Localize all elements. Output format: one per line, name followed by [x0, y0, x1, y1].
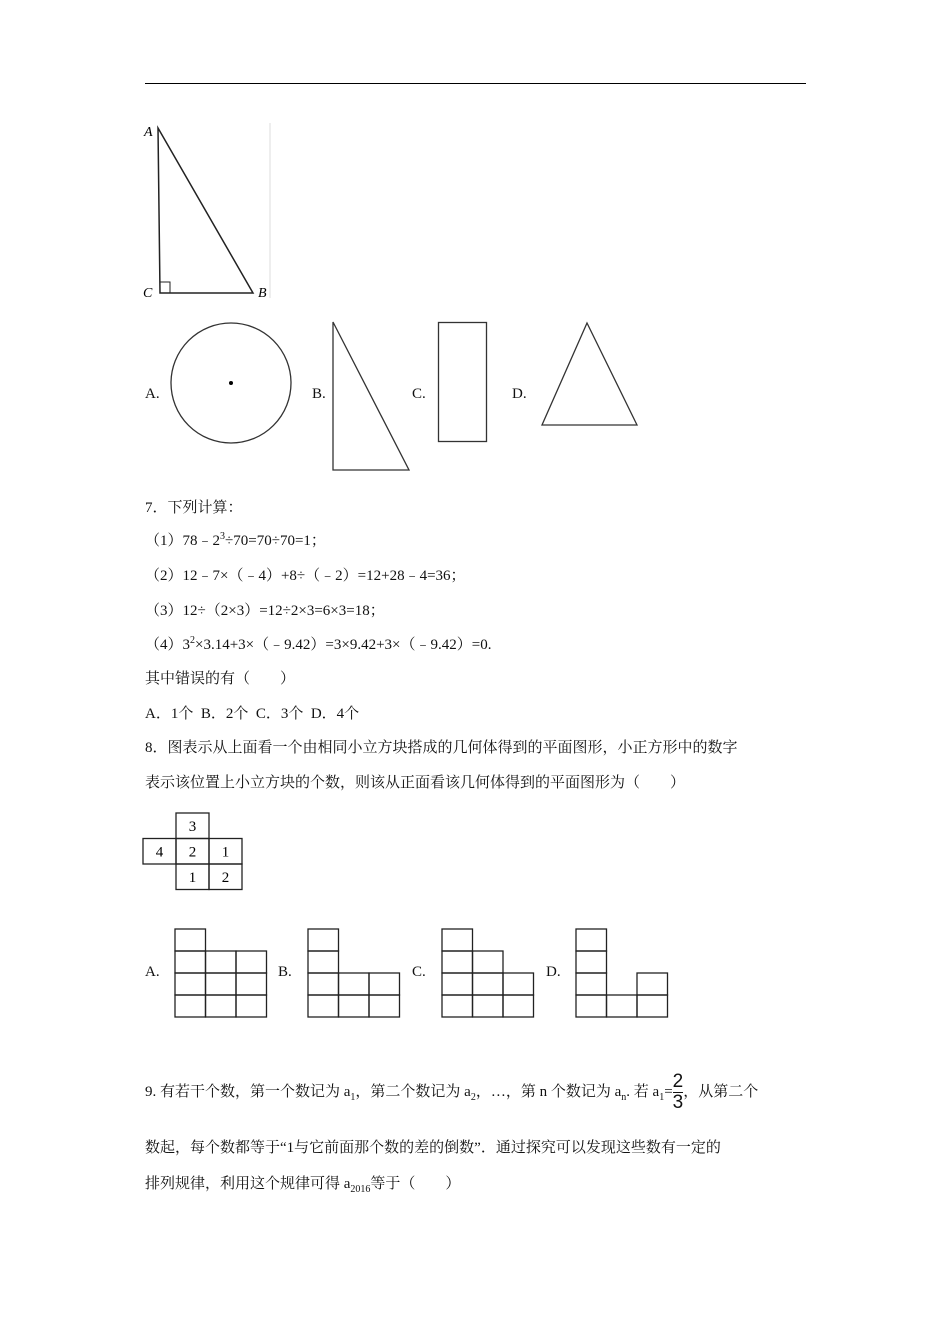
- header-rule: [145, 83, 806, 84]
- numerator: 2: [672, 1071, 684, 1092]
- q9-line-2: 数起，每个数都等于“1与它前面那个数的差的倒数”．通过探究可以发现这些数有一定的: [145, 1140, 721, 1156]
- cube-square: [206, 995, 237, 1017]
- text: （4）3: [145, 637, 191, 653]
- q8-line-2: 表示该位置上小立方块的个数，则该从正面看该几何体得到的平面图形为（ ）: [145, 775, 686, 791]
- text: 排列规律，利用这个规律可得 a: [145, 1176, 351, 1192]
- cube-square: [576, 929, 607, 951]
- exponent: 3: [220, 531, 226, 542]
- text: ×3.14+3×（﹣9.42）=3×9.42+3×（﹣9.42）=0.: [195, 637, 492, 653]
- fraction: [673, 1072, 684, 1113]
- text: ，第二个数记为 a: [355, 1083, 471, 1100]
- cube-square: [175, 973, 206, 995]
- text: . 若 a: [626, 1083, 660, 1100]
- q7-item-3: （3）12÷（2×3）=12÷2×3=6×3=18；: [145, 603, 385, 619]
- grid-cell-number: 1: [188, 870, 197, 886]
- grid-cell-number: 2: [188, 844, 197, 861]
- cube-square: [637, 995, 668, 1017]
- grid-cell-number: 1: [221, 844, 230, 861]
- cube-square: [473, 951, 504, 973]
- vertex-c-label: C: [143, 286, 153, 301]
- cube-square: [369, 973, 400, 995]
- front-view-option: [574, 922, 674, 1022]
- q7-title: 7．下列计算：: [145, 500, 243, 516]
- cube-square: [236, 951, 267, 973]
- grid-cell-number: 3: [188, 819, 197, 835]
- q9-line-1: [145, 1072, 758, 1113]
- text: ÷70=70÷70=1；: [225, 533, 326, 549]
- cube-square: [576, 995, 607, 1017]
- subscript: n: [621, 1091, 627, 1103]
- cube-square: [473, 973, 504, 995]
- q7-question: 其中错误的有（ ）: [145, 671, 296, 687]
- front-view-option: [173, 922, 273, 1022]
- exponent: 2: [190, 635, 196, 646]
- subscript: 2: [470, 1091, 476, 1103]
- cube-square: [607, 995, 638, 1017]
- cube-square: [503, 973, 534, 995]
- cube-square: [308, 929, 339, 951]
- cube-square: [637, 973, 668, 995]
- cube-square: [442, 995, 473, 1017]
- vertex-b-label: B: [258, 286, 267, 301]
- text: 9. 有若干个数，第一个数记为 a: [145, 1083, 351, 1100]
- grid-cell-number: 4: [155, 844, 164, 861]
- triangle-b-figure: [330, 318, 414, 474]
- cube-square: [206, 951, 237, 973]
- text: ，从第二个: [683, 1083, 759, 1100]
- cube-square: [308, 995, 339, 1017]
- cube-square: [206, 973, 237, 995]
- q8-option-label: D.: [546, 964, 561, 980]
- cube-square: [442, 929, 473, 951]
- q7-item-4: [145, 633, 491, 654]
- cube-square: [576, 973, 607, 995]
- q7-item-1: [145, 529, 326, 550]
- cube-square: [339, 973, 370, 995]
- grid-cell-number: 2: [221, 870, 230, 886]
- cube-square: [308, 951, 339, 973]
- q6-option-b-label: B.: [312, 386, 326, 402]
- front-view-option: [306, 922, 406, 1022]
- cube-square: [369, 995, 400, 1017]
- cube-square: [175, 995, 206, 1017]
- cube-square: [236, 995, 267, 1017]
- top-view-grid: [140, 810, 245, 892]
- q7-item-2: （2）12﹣7×（﹣4）+8÷（﹣2）=12+28﹣4=36；: [145, 568, 466, 584]
- cube-square: [339, 995, 370, 1017]
- text: ，…，第 n 个数记为 a: [475, 1083, 622, 1100]
- text: =: [664, 1083, 673, 1100]
- cube-square: [175, 951, 206, 973]
- subscript: 1: [659, 1091, 665, 1103]
- q8-option-label: A.: [145, 964, 160, 980]
- vertex-a-label: A: [144, 125, 153, 140]
- q8-line-1: 8．图表示从上面看一个由相同小立方块搭成的几何体得到的平面图形，小正方形中的数字: [145, 740, 738, 756]
- q6-option-a-label: A.: [145, 386, 160, 402]
- q7-choices: A．1个 B．2个 C．3个 D．4个: [145, 706, 360, 722]
- cube-square: [175, 929, 206, 951]
- front-view-option: [440, 922, 540, 1022]
- q9-line-3: [145, 1172, 460, 1195]
- cube-square: [473, 995, 504, 1017]
- circle-figure: [168, 320, 296, 446]
- cube-square: [442, 973, 473, 995]
- right-triangle-figure: [140, 118, 280, 303]
- q8-option-label: C.: [412, 964, 426, 980]
- cube-square: [442, 951, 473, 973]
- cube-square: [576, 951, 607, 973]
- subscript: 2016: [350, 1184, 371, 1195]
- q6-option-c-label: C.: [412, 386, 426, 402]
- text: 等于（ ）: [370, 1176, 461, 1192]
- cube-square: [236, 973, 267, 995]
- text: （1）78﹣2: [145, 533, 221, 549]
- cube-square: [308, 973, 339, 995]
- q8-option-label: B.: [278, 964, 292, 980]
- subscript: 1: [350, 1091, 356, 1103]
- rectangle-figure: [436, 320, 490, 444]
- q6-option-d-label: D.: [512, 386, 527, 402]
- cube-square: [503, 995, 534, 1017]
- isosceles-triangle-figure: [538, 320, 642, 430]
- denominator: 3: [672, 1092, 684, 1113]
